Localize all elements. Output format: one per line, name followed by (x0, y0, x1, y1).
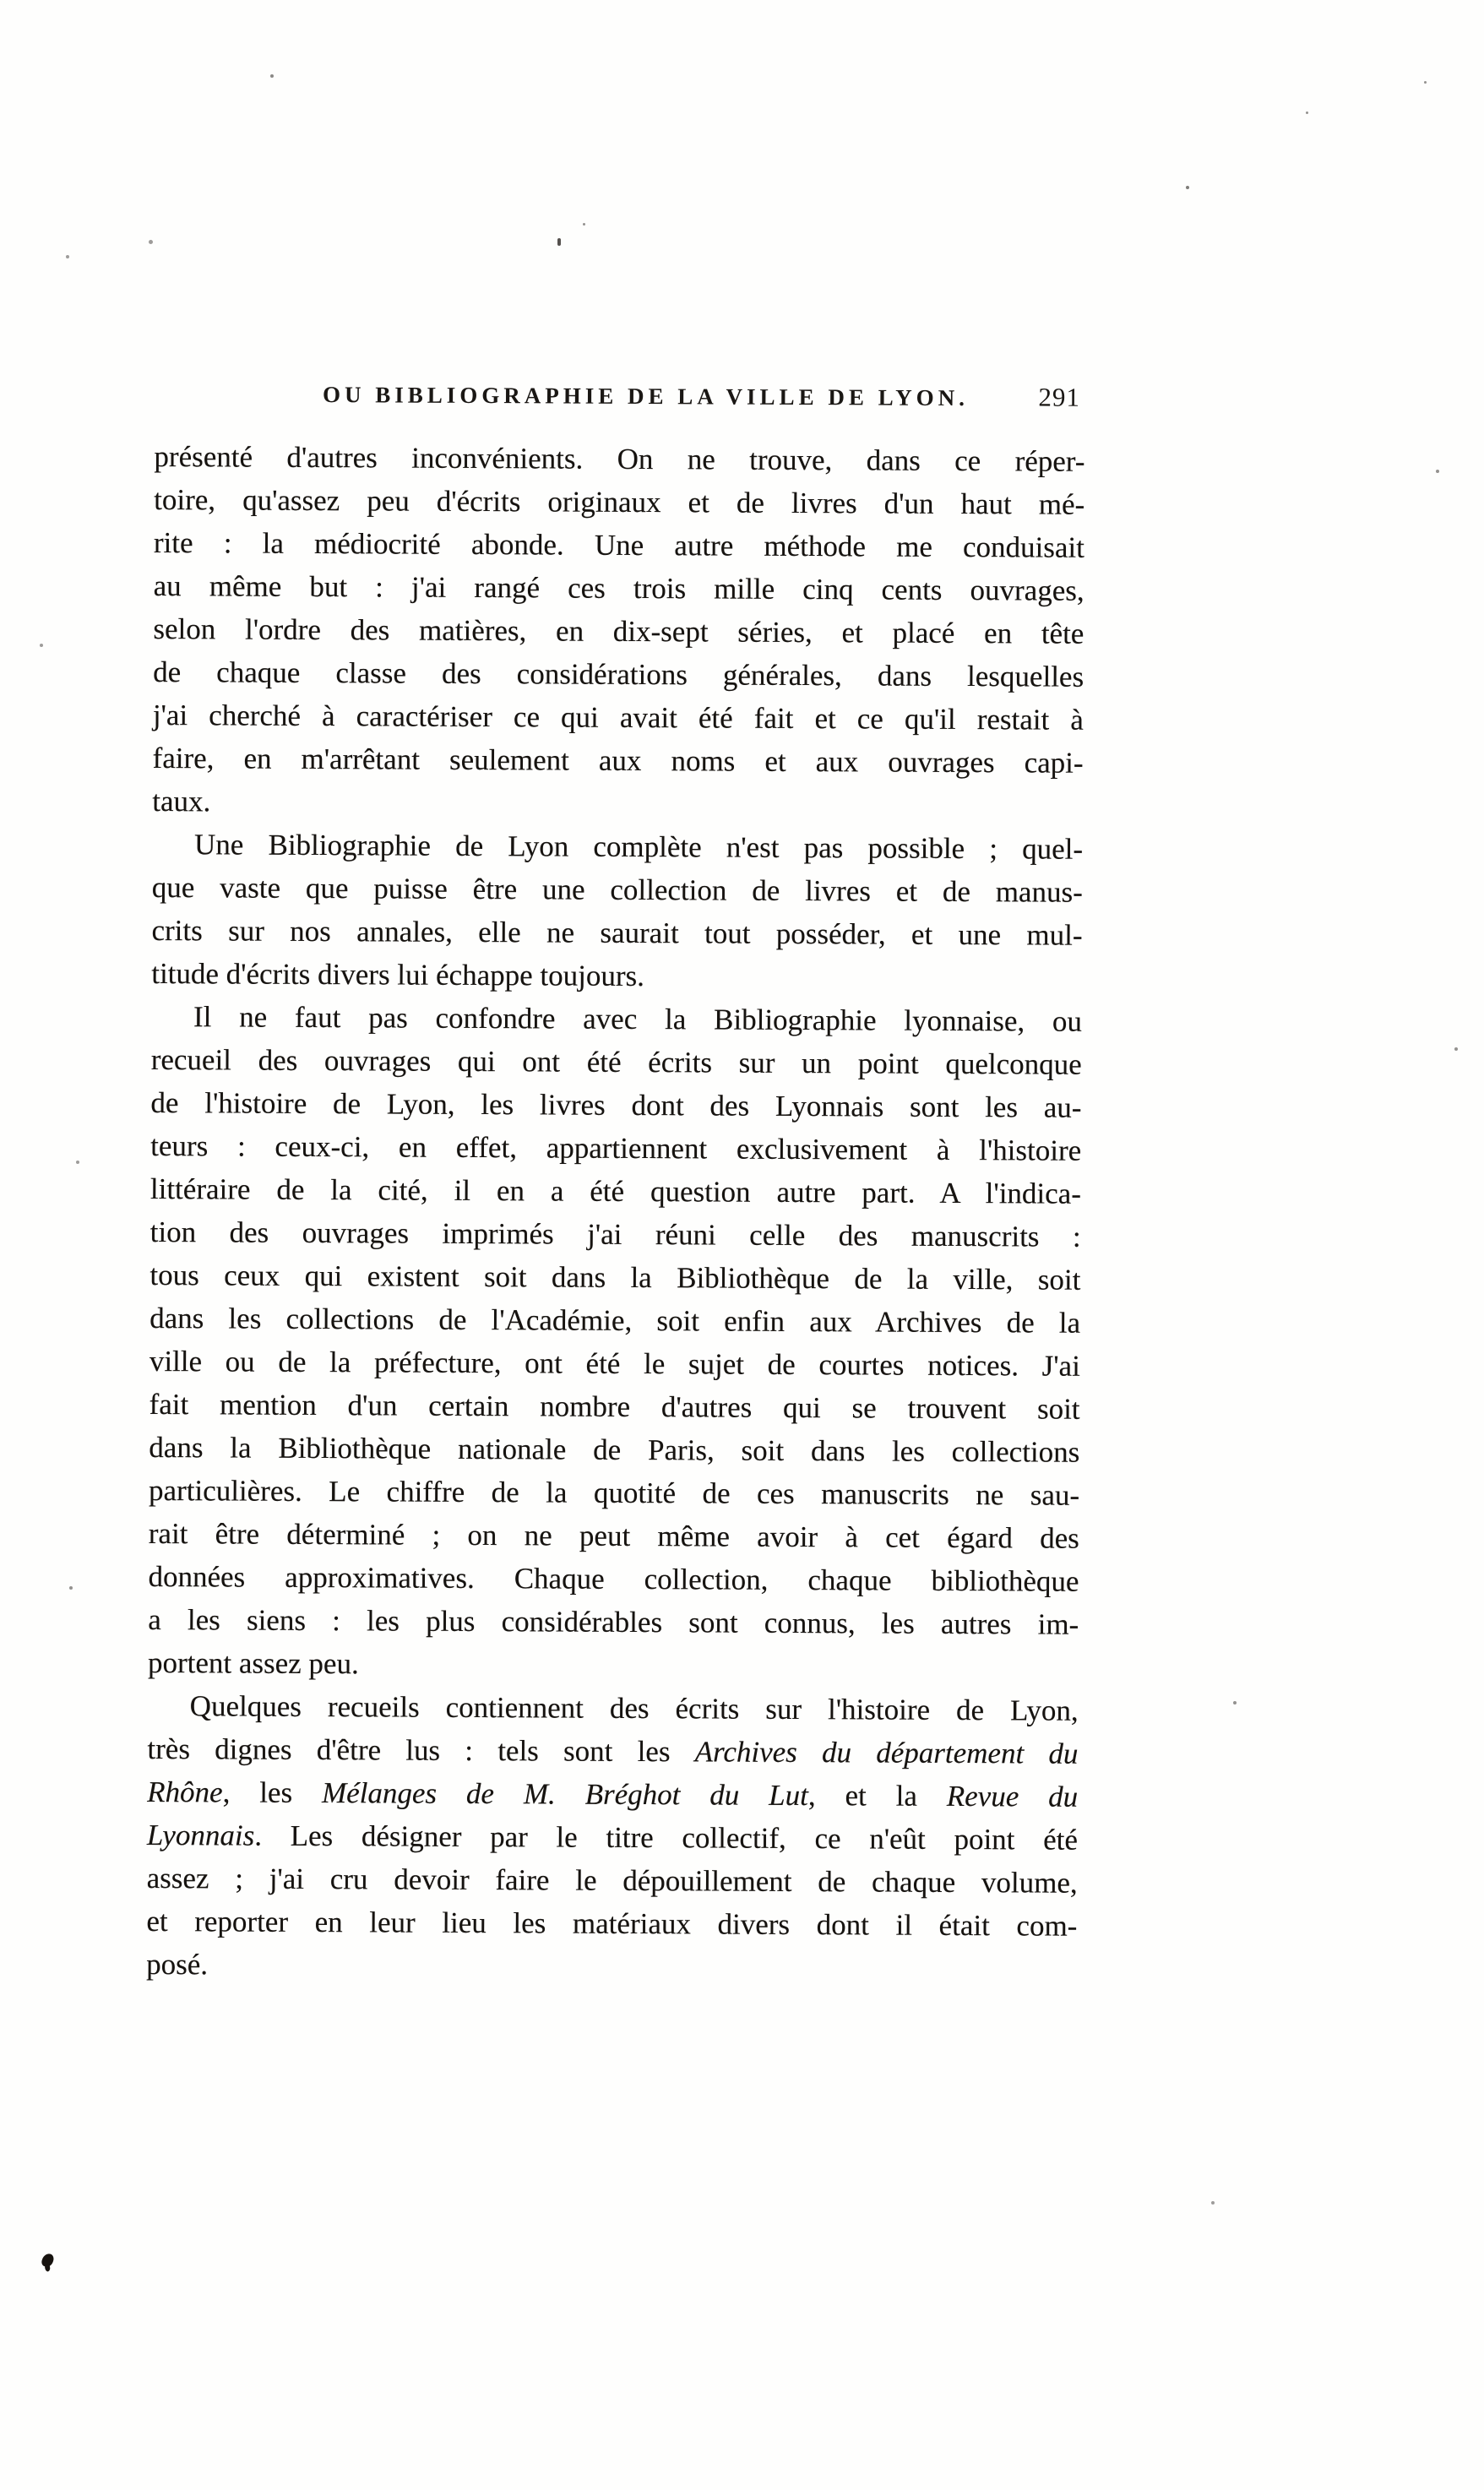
text-line (149, 1383, 1079, 1431)
text-line (152, 737, 1083, 785)
text-line (147, 1727, 1078, 1775)
text-line (151, 1038, 1082, 1086)
text-line (151, 909, 1082, 957)
scan-speck (270, 74, 274, 78)
text-segment: fait mention d'un certain nombre d'autres qui se trouvent soit (149, 1387, 1080, 1426)
text-segment: et reporter en leur lieu les matériaux divers dont il était com- (146, 1904, 1078, 1943)
page-content (146, 374, 1085, 1991)
text-segment: littéraire de la cité, il en a été question autre part. A l'indica- (149, 1172, 1082, 1210)
text-segment: Quelques recueils contiennent des écrits sur l'histoire de Lyon, (189, 1689, 1079, 1727)
italic-text-segment: Lyonnais (146, 1818, 255, 1852)
text-segment: présenté d'autres inconvénients. On ne trouve, dans ce réper- (154, 439, 1085, 478)
text-line (149, 1297, 1080, 1345)
text-line (154, 478, 1084, 526)
text-segment: portent assez peu. (147, 1645, 359, 1681)
text-line (153, 693, 1084, 742)
text-segment: j'ai cherché à caractériser ce qui avait été fait et ce qu'il restait à (152, 698, 1084, 737)
scan-speck (1211, 2201, 1215, 2205)
scan-speck (149, 240, 153, 244)
scan-speck (1424, 81, 1427, 84)
text-segment: assez ; j'ai cru devoir faire le dépouillement de chaque volume, (146, 1861, 1078, 1900)
text-line (153, 607, 1084, 655)
text-segment: crits sur nos annales, elle ne saurait tout posséder, et une mul- (151, 913, 1083, 952)
italic-text-segment: Mélanges de M. Bréghot du Lut (321, 1776, 809, 1813)
text-segment: tous ceux qui existent soit dans la Bibliothèque de la ville, soit (149, 1258, 1081, 1297)
text-line (148, 1641, 1079, 1689)
text-line (149, 1340, 1080, 1388)
text-segment: données approximatives. Chaque collection, chaque bibliothèque (148, 1559, 1079, 1598)
text-line (149, 1512, 1079, 1560)
page-body (146, 435, 1085, 1991)
text-segment: de l'histoire de Lyon, les livres dont des Lyonnais sont les au- (150, 1085, 1082, 1124)
text-segment: teurs : ceux-ci, en effet, appartiennent exclusivement à l'histoire (150, 1128, 1082, 1167)
text-segment: dans la Bibliothèque nationale de Paris, soit dans les collections (149, 1430, 1080, 1469)
scan-speck (66, 255, 69, 258)
scan-speck (1233, 1701, 1237, 1704)
text-line (150, 1210, 1081, 1259)
text-line (149, 1426, 1079, 1474)
text-segment: que vaste que puisse être une collection de livres et de manus- (151, 870, 1083, 909)
text-line (147, 1857, 1078, 1905)
text-line (151, 995, 1082, 1043)
text-segment: tion des ouvrages imprimés j'ai réuni celle des manuscrits : (149, 1215, 1081, 1253)
scan-speck (1436, 470, 1439, 473)
text-line (146, 1943, 1077, 1991)
text-segment: Il ne faut pas confondre avec la Bibliographie lyonnaise, ou (193, 1000, 1083, 1038)
paragraph (146, 1684, 1079, 1991)
text-segment: dans les collections de l'Académie, soit enfin aux Archives de la (149, 1301, 1081, 1340)
text-line (150, 1081, 1081, 1129)
text-line (148, 1684, 1079, 1732)
text-segment: , et la (807, 1779, 947, 1813)
text-line (150, 1167, 1081, 1215)
text-line (149, 1469, 1079, 1517)
paragraph (148, 995, 1082, 1689)
scan-speck (69, 1586, 73, 1590)
text-segment: selon l'ordre des matières, en dix-sept séries, et placé en tête (153, 612, 1084, 650)
text-segment: rait être déterminé ; on ne peut même avoir à cet égard des (148, 1516, 1079, 1555)
text-line (146, 1900, 1077, 1948)
text-segment: rite : la médiocrité abonde. Une autre méthode me conduisait (153, 525, 1085, 564)
scan-speck (583, 223, 585, 226)
text-segment: de chaque classe des considérations générales, dans lesquelles (153, 655, 1084, 693)
italic-text-segment: Revue du (946, 1779, 1079, 1813)
text-segment: au même but : j'ai rangé ces trois mille cinq cents ouvrages, (153, 568, 1084, 607)
scan-speck (1306, 111, 1308, 114)
text-line (152, 866, 1083, 914)
text-segment: faire, en m'arrêtant seulement aux noms et aux ouvrages capi- (152, 741, 1084, 780)
scan-speck (40, 644, 43, 647)
scan-speck (1186, 186, 1189, 189)
italic-text-segment: Archives du département du (694, 1735, 1079, 1770)
text-segment: ville ou de la préfecture, ont été le sujet de courtes notices. J'ai (149, 1344, 1080, 1383)
text-line (153, 650, 1084, 699)
italic-text-segment: Rhône (147, 1775, 223, 1809)
text-segment: particulières. Le chiffre de la quotité de ces manuscrits ne sau- (148, 1473, 1080, 1512)
text-segment: recueil des ouvrages qui ont été écrits sur un point quelconque (150, 1042, 1082, 1081)
text-line (150, 1124, 1081, 1172)
text-segment: . Les désigner par le titre collectif, ce n'eût point été (254, 1819, 1079, 1857)
text-segment: , les (222, 1775, 323, 1810)
text-segment: titude d'écrits divers lui échappe toujours. (151, 956, 645, 993)
scan-speck (1454, 1047, 1458, 1051)
paragraph (152, 435, 1084, 828)
text-line (148, 1598, 1079, 1646)
text-line (152, 823, 1083, 871)
text-line (148, 1555, 1079, 1603)
scan-speck (557, 238, 561, 246)
text-segment: très dignes d'être lus : tels sont les (147, 1732, 695, 1769)
text-segment: taux. (152, 784, 211, 818)
scan-speck (76, 1161, 79, 1164)
text-line (154, 435, 1084, 483)
text-line (149, 1253, 1080, 1302)
text-line (147, 1770, 1078, 1819)
text-line (152, 780, 1083, 828)
text-segment: posé. (146, 1947, 209, 1982)
text-line (151, 952, 1082, 1000)
page-number: 291 (1038, 382, 1080, 412)
text-segment: toire, qu'assez peu d'écrits originaux et de livres d'un haut mé- (154, 482, 1085, 521)
text-line (147, 1813, 1078, 1862)
paragraph (151, 823, 1083, 1000)
text-line (154, 564, 1084, 612)
text-line (154, 521, 1084, 569)
text-segment: a les siens : les plus considérables sont connus, les autres im- (148, 1602, 1079, 1641)
ink-blot (41, 2252, 55, 2268)
text-segment: Une Bibliographie de Lyon complète n'est pas possible ; quel- (193, 828, 1084, 866)
page-header (155, 374, 1085, 423)
running-title: OU BIBLIOGRAPHIE DE LA VILLE DE LYON. (322, 382, 970, 411)
